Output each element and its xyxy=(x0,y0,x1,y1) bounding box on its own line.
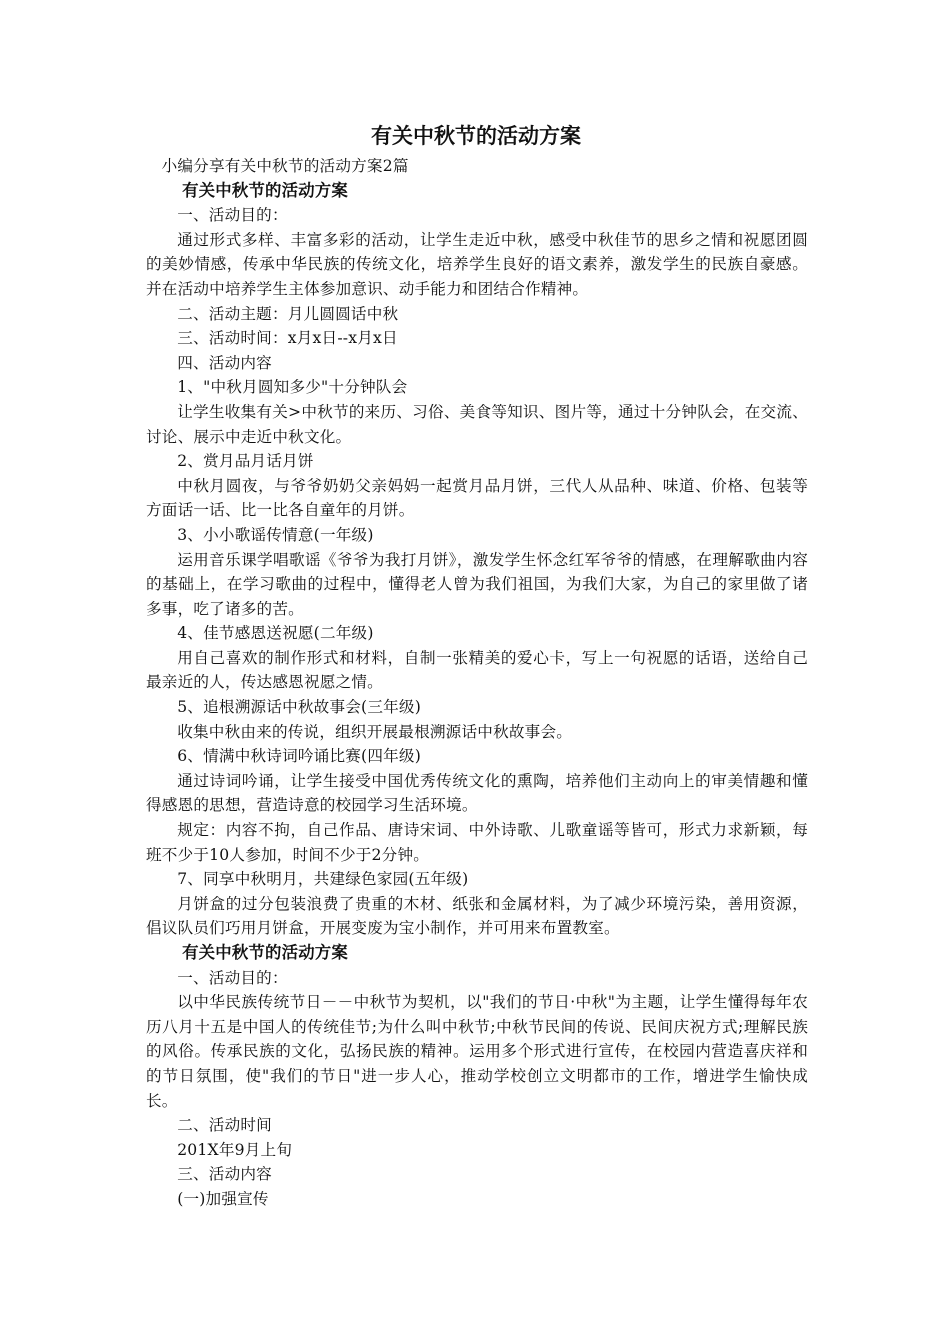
document-body xyxy=(146,154,808,1212)
paragraph: 三、活动内容 xyxy=(177,1165,272,1184)
paragraph: 以中华民族传统节日－－中秋节为契机，以"我们的节日·中秋"为主题，让学生懂得每年农历八月十五是中国人的传统佳节;为什么叫中秋节;中秋节民间的传说、民间庆祝方式;理解民族的风俗。传承民族的文化，弘扬民族的精神。运用多个形式进行宣传，在校园内营造喜庆祥和的节日氛围，使"我们的节日"进一步人心，推动学校创立文明都市的工作，增进学生愉快成长。 xyxy=(146,993,808,1110)
paragraph: 一、活动目的： xyxy=(177,206,288,225)
paragraph: (一)加强宣传 xyxy=(177,1189,269,1208)
paragraph: 规定：内容不拘，自己作品、唐诗宋词、中外诗歌、儿歌童谣等皆可，形式力求新颖，每班不少于10人参加，时间不少于2分钟。 xyxy=(146,821,808,864)
paragraph: 月饼盒的过分包装浪费了贵重的木材、纸张和金属材料，为了减少环境污染，善用资源，倡议队员们巧用月饼盒，开展变废为宝小制作，并可用来布置教室。 xyxy=(146,894,808,938)
paragraph: 二、活动时间 xyxy=(177,1116,272,1135)
paragraph: 通过形式多样、丰富多彩的活动，让学生走近中秋，感受中秋佳节的思乡之情和祝愿团圆的美妙情感，传承中华民族的传统文化，培养学生良好的语文素养，激发学生的民族自豪感。并在活动中培养学生主体参加意识、动手能力和团结合作精神。 xyxy=(146,230,808,298)
document-title: 有关中秋节的活动方案 xyxy=(371,124,581,148)
paragraph: 4、佳节感恩送祝愿(二年级) xyxy=(177,624,374,643)
paragraph: 201X年9月上旬 xyxy=(177,1140,293,1159)
paragraph: 运用音乐课学唱歌谣《爷爷为我打月饼》，激发学生怀念红军爷爷的情感，在理解歌曲内容的基础上，在学习歌曲的过程中，懂得老人曾为我们祖国，为我们大家，为自己的家里做了诸多事，吃了诸多的苦。 xyxy=(146,550,808,618)
paragraph: 三、活动时间：x月x日--x月x日 xyxy=(177,329,398,348)
paragraph: 通过诗词吟诵，让学生接受中国优秀传统文化的熏陶，培养他们主动向上的审美情趣和懂得感恩的思想，营造诗意的校园学习生活环境。 xyxy=(146,771,808,815)
paragraph: 四、活动内容 xyxy=(177,353,272,372)
intro-line: 小编分享有关中秋节的活动方案2篇 xyxy=(161,157,409,175)
paragraph: 中秋月圆夜，与爷爷奶奶父亲妈妈一起赏月品月饼，三代人从品种、味道、价格、包装等方面话一话、比一比各自童年的月饼。 xyxy=(146,476,808,520)
paragraph: 5、追根溯源话中秋故事会(三年级) xyxy=(177,698,421,717)
paragraph: 一、活动目的： xyxy=(177,968,288,987)
paragraph: 1、"中秋月圆知多少"十分钟队会 xyxy=(177,378,408,397)
paragraph: 让学生收集有关>中秋节的来历、习俗、美食等知识、图片等，通过十分钟队会，在交流、讨论、展示中走近中秋文化。 xyxy=(146,402,808,446)
paragraph: 2、赏月品月话月饼 xyxy=(177,452,314,471)
paragraph: 收集中秋由来的传说，组织开展最根溯源话中秋故事会。 xyxy=(177,722,573,741)
paragraph: 二、活动主题：月儿圆圆话中秋 xyxy=(177,304,399,323)
paragraph: 3、小小歌谣传情意(一年级) xyxy=(177,525,374,544)
section-heading: 有关中秋节的活动方案 xyxy=(182,943,348,962)
paragraph: 6、情满中秋诗词吟诵比赛(四年级) xyxy=(177,747,421,766)
section-heading: 有关中秋节的活动方案 xyxy=(182,180,348,200)
paragraph: 用自己喜欢的制作形式和材料，自制一张精美的爱心卡，写上一句祝愿的话语，送给自己最亲近的人，传达感恩祝愿之情。 xyxy=(146,648,808,692)
paragraph: 7、同享中秋明月，共建绿色家园(五年级) xyxy=(177,870,469,889)
